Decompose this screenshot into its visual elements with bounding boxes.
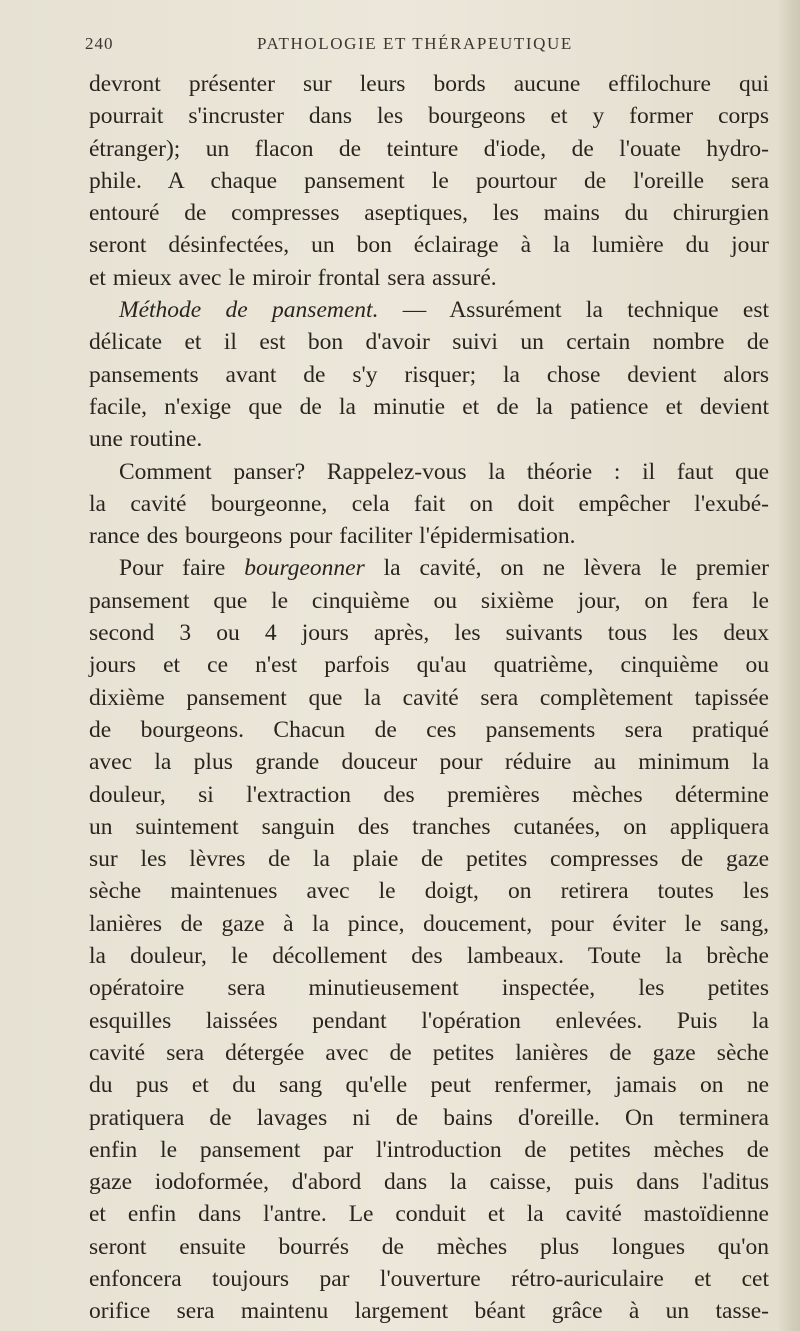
text-line: sur les lèvres de la plaie de petites compresses de gaze bbox=[89, 846, 769, 873]
text-line: avec la plus grande douceur pour réduire au minimum la bbox=[89, 749, 769, 776]
text-line: opératoire sera minutieusement inspectée, les petites bbox=[89, 975, 769, 1002]
page-gutter-shadow bbox=[778, 0, 800, 1331]
section-heading-methode: Méthode de pansement. bbox=[119, 297, 379, 324]
page-number: 240 bbox=[85, 34, 114, 53]
text-line: seront désinfectées, un bon éclairage à la lumière du jour bbox=[89, 232, 769, 259]
running-title: PATHOLOGIE ET THÉRAPEUTIQUE bbox=[257, 34, 573, 53]
text-run: Assurément la technique est bbox=[449, 297, 769, 324]
text-line: enfoncera toujours par l'ouverture rétro-auriculaire et cet bbox=[89, 1265, 769, 1292]
text-line: pourrait s'incruster dans les bourgeons et y former corps bbox=[89, 103, 769, 130]
text-line: esquilles laissées pendant l'opération enlevées. Puis la bbox=[89, 1007, 769, 1034]
text-line: et mieux avec le miroir frontal sera assuré. bbox=[89, 264, 497, 291]
text-run-space bbox=[365, 555, 384, 581]
text-line: une routine. bbox=[89, 426, 203, 453]
text-line: facile, n'exige que de la minutie et de la patience et devient bbox=[89, 393, 769, 420]
text-line: sèche maintenues avec le doigt, on retirera toutes les bbox=[89, 878, 769, 905]
text-line: lanières de gaze à la pince, doucement, pour éviter le sang, bbox=[89, 910, 769, 937]
text-run: Pour faire bbox=[119, 555, 245, 582]
heading-dash: — bbox=[378, 297, 450, 324]
text-line: douleur, si l'extraction des premières mèches détermine bbox=[89, 781, 769, 808]
text-line: orifice sera maintenu largement béant grâce à un tasse- bbox=[89, 1298, 769, 1325]
italic-word-bourgeonner: bourgeonner bbox=[244, 555, 365, 582]
running-head bbox=[85, 34, 775, 62]
text-line: enfin le pansement par l'introduction de petites mèches de bbox=[89, 1136, 769, 1163]
text-line-section-start bbox=[89, 294, 769, 326]
text-run: la cavité, on ne lèvera le premier bbox=[383, 555, 770, 582]
text-line: cavité sera détergée avec de petites lanières de gaze sèche bbox=[89, 1039, 769, 1066]
text-line: pansements avant de s'y risquer; la chose devient alors bbox=[89, 361, 769, 388]
text-line: du pus et du sang qu'elle peut renfermer, jamais on ne bbox=[89, 1072, 769, 1099]
text-line: la douleur, le décollement des lambeaux. Toute la brèche bbox=[89, 943, 769, 970]
text-line: seront ensuite bourrés de mèches plus longues qu'on bbox=[89, 1233, 769, 1260]
text-line: entouré de compresses aseptiques, les mains du chirurgien bbox=[89, 200, 769, 227]
text-line-paragraph-start: Comment panser? Rappelez-vous la théorie : il faut que bbox=[119, 458, 769, 485]
text-line: la cavité bourgeonne, cela fait on doit empêcher l'exubé- bbox=[89, 490, 769, 517]
text-line: et enfin dans l'antre. Le conduit et la cavité mastoïdienne bbox=[89, 1201, 769, 1228]
text-line: pansement que le cinquième ou sixième jour, on fera le bbox=[89, 587, 769, 614]
text-line: étranger); un flacon de teinture d'iode, de l'ouate hydro- bbox=[89, 135, 769, 162]
text-line: un suintement sanguin des tranches cutanées, on appliquera bbox=[89, 813, 769, 840]
text-line: délicate et il est bon d'avoir suivi un certain nombre de bbox=[89, 329, 769, 356]
text-line: jours et ce n'est parfois qu'au quatrième, cinquième ou bbox=[89, 652, 769, 679]
text-line: de bourgeons. Chacun de ces pansements sera pratiqué bbox=[89, 716, 769, 743]
text-line: phile. A chaque pansement le pourtour de l'oreille sera bbox=[89, 167, 769, 194]
text-line: rance des bourgeons pour faciliter l'épidermisation. bbox=[89, 523, 576, 550]
text-line: devront présenter sur leurs bords aucune effilochure qui bbox=[89, 71, 769, 97]
body-text bbox=[89, 68, 769, 1328]
text-line: second 3 ou 4 jours après, les suivants tous les deux bbox=[89, 620, 769, 647]
text-line: dixième pansement que la cavité sera complètement tapissée bbox=[89, 684, 769, 711]
text-line: gaze iodoformée, d'abord dans la caisse, puis dans l'aditus bbox=[89, 1169, 769, 1196]
text-line-paragraph-start bbox=[89, 552, 769, 584]
text-line: pratiquera de lavages ni de bains d'oreille. On terminera bbox=[89, 1104, 769, 1131]
